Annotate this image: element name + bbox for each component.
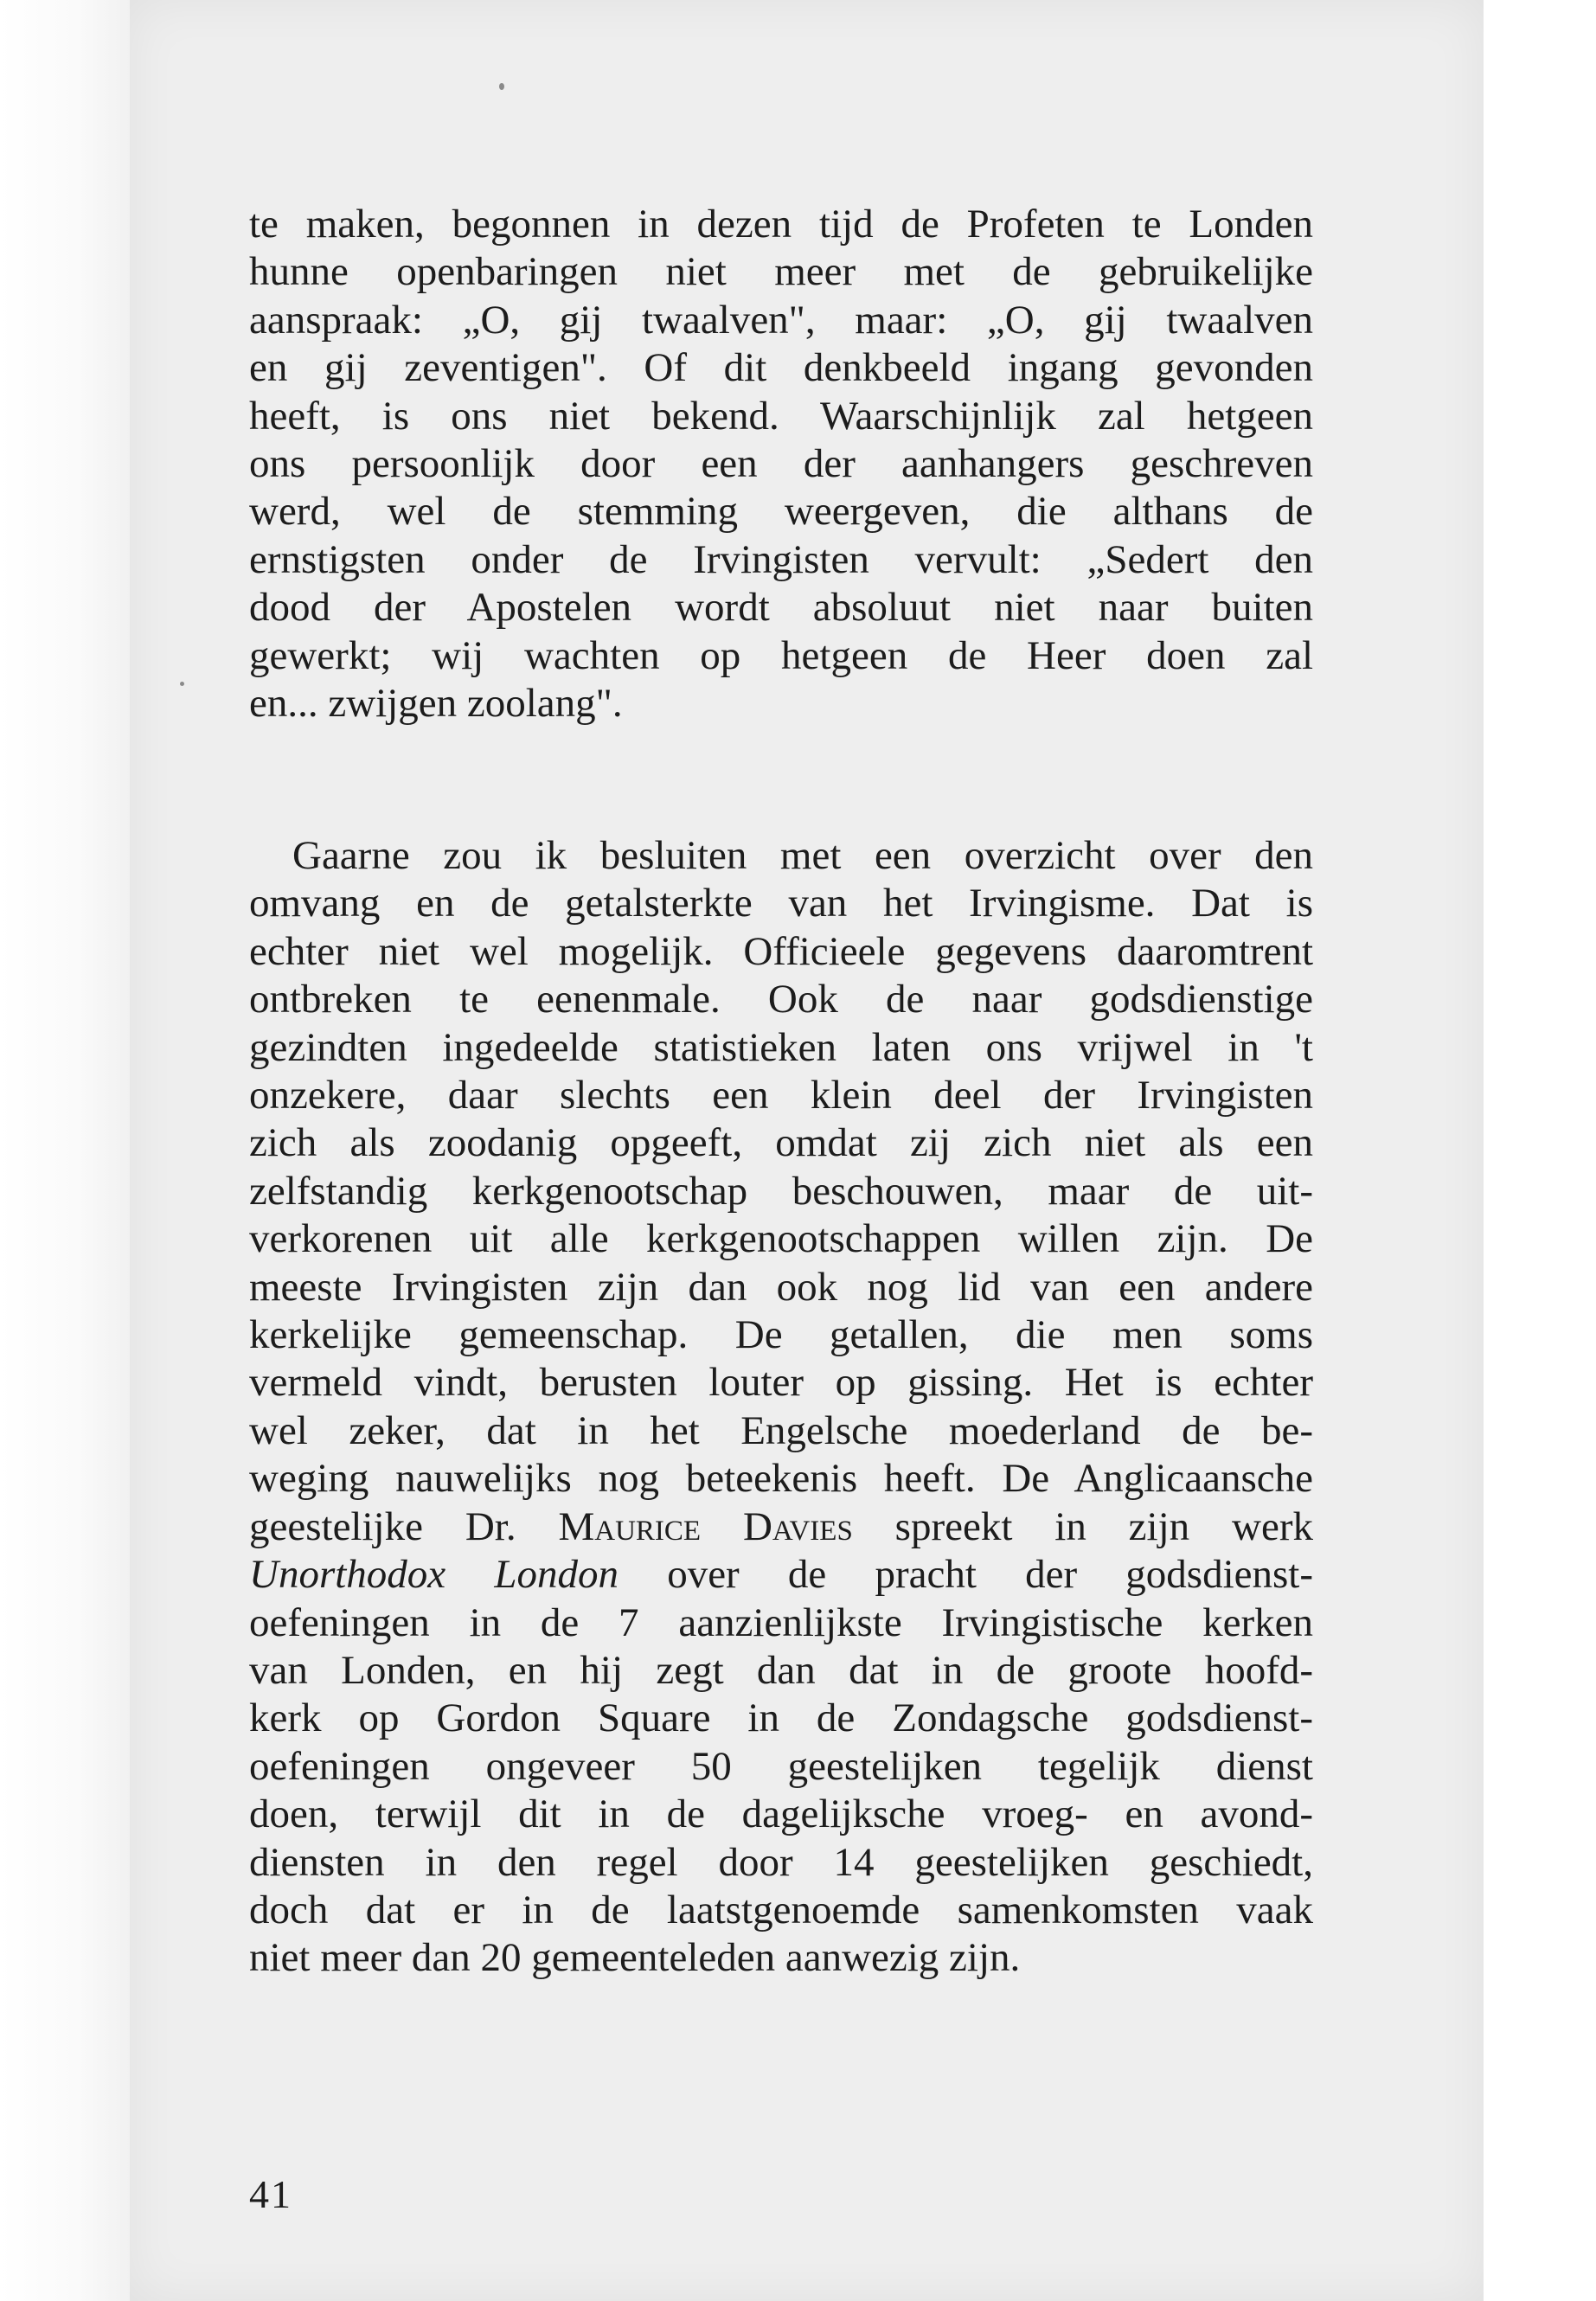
text-line: ernstigsten onder de Irvingisten vervult: „Sedert den: [249, 536, 1313, 582]
scan-margin-right: [1484, 0, 1596, 2301]
text-line: ontbreken te eenenmale. Ook de naar godsdienstige: [249, 977, 1313, 1022]
text-line-davies: [249, 1503, 1313, 1551]
text-line: onzekere, daar slechts een klein deel der Irvingisten: [249, 1073, 1313, 1118]
text-line: te maken, begonnen in dezen tijd de Profeten te Londen: [249, 202, 1313, 247]
text-line: en gij zeventigen". Of dit denkbeeld ingang gevonden: [249, 345, 1313, 391]
text-line: ons persoonlijk door een der aanhangers geschreven: [249, 441, 1313, 487]
text-line: kerkelijke gemeenschap. De getallen, die men soms: [249, 1312, 1313, 1358]
text-line: hunne openbaringen niet meer met de gebruikelijke: [249, 249, 1313, 295]
text-line: oefeningen in de 7 aanzienlijkste Irvingistische kerken: [249, 1599, 1313, 1645]
text-line: wel zeker, dat in het Engelsche moederland de be-: [249, 1407, 1313, 1453]
text-line: werd, wel de stemming weergeven, die althans de: [249, 489, 1313, 535]
text-segment: over de pracht der godsdienst-: [619, 1552, 1314, 1598]
text-line: Gaarne zou ik besluiten met een overzicht over den: [292, 833, 1313, 878]
scan-margin-left: [0, 0, 130, 2301]
text-line: van Londen, en hij zegt dan dat in de groote hoofd-: [249, 1647, 1313, 1693]
text-line: echter niet wel mogelijk. Officieele gegevens daaromtrent: [249, 928, 1313, 974]
text-line: gezindten ingedeelde statistieken laten ons vrijwel in 't: [249, 1024, 1313, 1070]
text-line: heeft, is ons niet bekend. Waarschijnlijk zal hetgeen: [249, 393, 1313, 439]
text-line: doch dat er in de laatstgenoemde samenkomsten vaak: [249, 1887, 1313, 1932]
author-name: Maurice Davies: [558, 1503, 853, 1549]
text-line: niet meer dan 20 gemeenteleden aanwezig zijn.: [249, 1935, 1021, 1981]
text-line: en... zwijgen zoolang".: [249, 681, 623, 727]
text-line: dood der Apostelen wordt absoluut niet naar buiten: [249, 585, 1313, 631]
text-line: zich als zoodanig opgeeft, omdat zij zich niet als een: [249, 1120, 1313, 1166]
text-line: diensten in den regel door 14 geestelijken geschiedt,: [249, 1839, 1313, 1885]
text-line: omvang en de getalsterkte van het Irvingisme. Dat is: [249, 881, 1313, 926]
text-line: meeste Irvingisten zijn dan ook nog lid van een andere: [249, 1264, 1313, 1310]
book-title: Unorthodox London: [249, 1552, 619, 1598]
page-number: 41: [249, 2172, 292, 2216]
paragraph-1: [249, 201, 1313, 727]
text-line: aanspraak: „O, gij twaalven", maar: „O, gij twaalven: [249, 297, 1313, 343]
text-line: doen, terwijl dit in de dagelijksche vroeg- en avond-: [249, 1791, 1313, 1837]
text-segment: geestelijke Dr.: [249, 1503, 559, 1549]
scan-speck: [499, 83, 504, 90]
text-line: oefeningen ongeveer 50 geestelijken tegelijk dienst: [249, 1743, 1313, 1789]
text-line: zelfstandig kerkgenootschap beschouwen, maar de uit-: [249, 1168, 1313, 1214]
paragraph-2: [249, 832, 1313, 1983]
text-line: verkorenen uit alle kerkgenootschappen willen zijn. De: [249, 1216, 1313, 1262]
scan-speck: [180, 682, 184, 686]
text-line: kerk op Gordon Square in de Zondagsche godsdienst-: [249, 1695, 1313, 1741]
text-line: gewerkt; wij wachten op hetgeen de Heer doen zal: [249, 632, 1313, 678]
text-line-book: [249, 1551, 1313, 1599]
text-line: weging nauwelijks nog beteekenis heeft. De Anglicaansche: [249, 1456, 1313, 1502]
text-segment: spreekt in zijn werk: [852, 1503, 1313, 1549]
text-line: vermeld vindt, berusten louter op gissing. Het is echter: [249, 1360, 1313, 1406]
